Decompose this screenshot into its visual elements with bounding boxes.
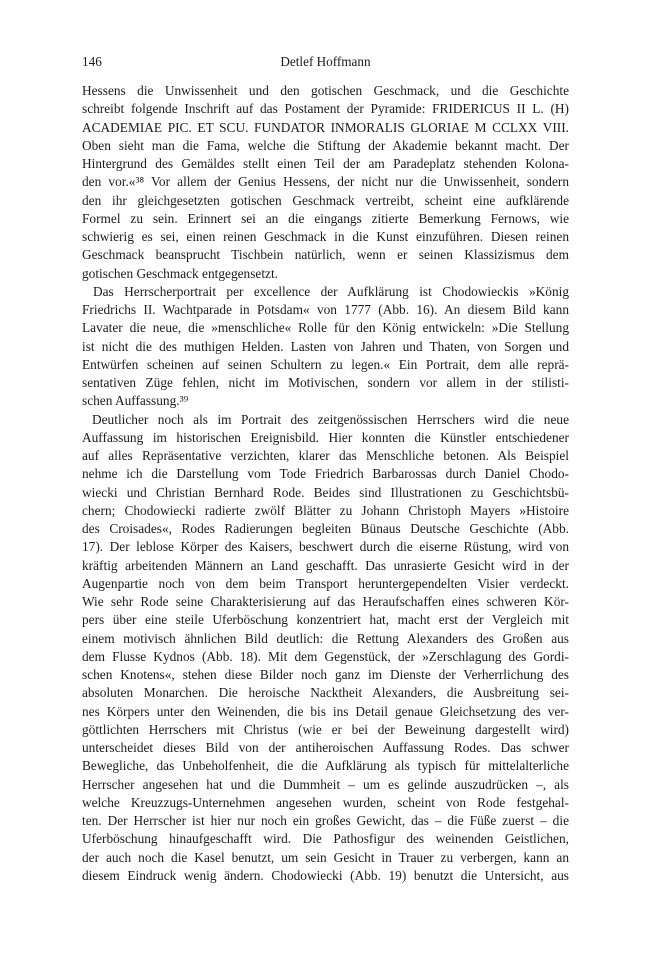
text-line: Hessens die Unwissenheit und den gotischen Geschmack, und die Geschichte: [82, 83, 569, 98]
running-title: Detlef Hoffmann: [280, 54, 371, 69]
text-line: kräftig arbeitenden Männern an Land geschafft. Das unrasierte Gesicht wird in der: [82, 557, 569, 573]
text-line: den vor.«³⁸ Vor allem der Genius Hessens, der nicht nur die Unwissenheit, sondern: [82, 174, 569, 190]
text-line: Friedrichs II. Wachtparade in Potsdam« von 1777 (Abb. 16). An diesem Bild kann: [82, 302, 569, 317]
text-line: welche Kreuzzugs-Unternehmen angesehen wurden, scheint von Rode festgehal-: [82, 794, 569, 810]
text-line: Wie sehr Rode seine Charakterisierung auf das Heraufschaffen eines schweren Kör-: [82, 594, 569, 609]
text-line: Formel zu sein. Erinnert sei an die eingangs zitierte Bemerkung Fernows, wie: [82, 210, 569, 226]
text-line: ist nicht die des muthigen Helden. Lasten von Jahren und Thaten, von Sorgen und: [82, 338, 569, 354]
text-line: göttlichten Herrschers mit Christus (wie er bei der Beweinung dargestellt wird): [82, 721, 569, 737]
text-line: Deutlicher noch als im Portrait des zeitgenössischen Herrschers wird die neue: [92, 411, 569, 427]
text-line: Uferböschung hinaufgeschafft wird. Die Pathosfigur des weinenden Geistlichen,: [82, 831, 569, 847]
text-line: auf alles Repräsentative verzichten, klarer das Menschliche betonen. Als Beispiel: [82, 448, 569, 463]
text-line: diesem Eindruck wenig ändern. Chodowiecki (Abb. 19) benutzt die Untersicht, aus: [82, 867, 569, 883]
text-line: Geschmack beansprucht Tischbein natürlich, wenn er seinen Klassizismus dem: [82, 247, 569, 263]
text-line: ten. Der Herrscher ist hier nur noch ein großes Gewicht, das – die Füße zuerst – die: [82, 813, 569, 828]
body-text: [82, 82, 569, 885]
text-line: Bewegliche, das Unbeholfenheit, die die Aufklärung als typisch für mittelalterliche: [82, 758, 569, 774]
text-line: Auffassung im historischen Ereignisbild. Hier konnten die Künstler entschiedener: [82, 429, 569, 445]
book-page: [82, 52, 569, 885]
text-line: Das Herrscherportrait per excellence der Aufklärung ist Chodowieckis »König: [93, 283, 569, 299]
text-line: unterscheidet dieses Bild von der antiheroischen Auffassung Rodes. Das schwer: [82, 740, 569, 755]
text-line: nehme ich die Darstellung vom Tode Friedrich Barbarossas durch Daniel Chodo-: [82, 466, 569, 482]
text-line: dem Flusse Kydnos (Abb. 18). Mit dem Gegenstück, der »Zerschlagung des Gordi-: [82, 648, 569, 664]
text-line: Lavater die neue, die »menschliche« Rolle für den König entwickeln: »Die Stellung: [82, 320, 569, 336]
text-line: 17). Der leblose Körper des Kaisers, beschwert durch die eiserne Rüstung, wird von: [82, 539, 569, 555]
text-line: chern; Chodowiecki radierte zwölf Blätter zu Johann Christoph Mayers »Histoire: [82, 502, 569, 518]
text-line: Herrscher angesehen hat und die Dummheit – um es gelinde auszudrücken –, als: [82, 776, 569, 792]
text-line: einem motivisch ähnlichen Bild deutlich: die Rettung Alexanders des Großen aus: [82, 630, 569, 646]
text-line: Oben sieht man die Fama, welche die Stiftung der Akademie bekannt macht. Der: [82, 137, 569, 153]
paragraph: [82, 411, 569, 886]
text-line: ACADEMIAE PIC. ET SCU. FUNDATOR INMORALIS GLORIAE M CCLXX VIII.: [82, 119, 569, 135]
text-line: schen Knotens«, stehen diese Bilder noch ganz im Dienste der Verherrlichung des: [82, 667, 569, 682]
page-number: 146: [82, 54, 102, 69]
running-head: [82, 52, 569, 72]
text-line: des Croisades«, Rodes Radierungen begleiten Bünaus Deutsche Geschichte (Abb.: [82, 521, 569, 536]
text-line: schreibt folgende Inschrift auf das Postament der Pyramide: FRIDERICUS II L. (H): [82, 101, 569, 117]
text-line: wiecki und Christian Bernhard Rode. Beides sind Illustrationen zu Geschichtsbü-: [82, 484, 569, 500]
text-line: schwierig es sei, einen reinen Geschmack in die Kunst einzuführen. Diesen reinen: [82, 229, 569, 244]
paragraph: [82, 82, 569, 283]
text-line: Hintergrund des Gemäldes stellt einen Teil der am Paradeplatz stehenden Kolona-: [82, 156, 569, 171]
text-line: gotischen Geschmack entgegensetzt.: [82, 265, 279, 281]
text-line: nes Körpers unter den Weinenden, die bis ins Detail genaue Gleichsetzung des ver-: [82, 703, 569, 719]
text-line: schen Auffassung.³⁹: [82, 393, 189, 409]
paragraph: [82, 283, 569, 411]
text-line: sentativen Züge fehlen, nicht im Motivischen, sondern vor allem in der stilisti-: [82, 375, 569, 390]
text-line: absoluten Monarchen. Die heroische Nacktheit Alexanders, die Ausbreitung sei-: [82, 685, 569, 701]
text-line: Augenpartie noch von dem beim Transport heruntergependelten Visier verdeckt.: [82, 575, 569, 591]
text-line: pers über eine steile Uferböschung konzentriert hat, macht erst der Vergleich mit: [82, 612, 569, 628]
text-line: den ihr gleichgesetzten gotischen Geschmack vertreibt, scheint eine aufklärende: [82, 192, 569, 208]
text-line: Entwürfen scheinen auf seinen Schultern zu legen.« Ein Portrait, dem alle reprä-: [82, 356, 569, 372]
text-line: der auch noch die Kasel benutzt, um sein Gesicht in Trauer zu verbergen, kann an: [82, 849, 569, 865]
